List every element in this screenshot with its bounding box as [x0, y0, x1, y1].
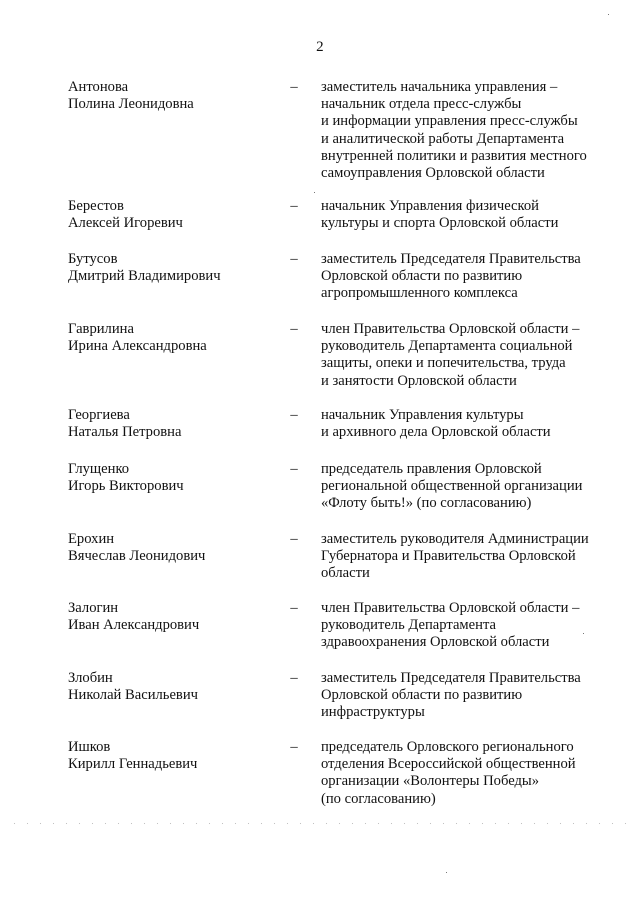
position-description	[321, 600, 621, 652]
dash-separator: –	[290, 739, 298, 755]
position-description	[321, 461, 621, 513]
dash-separator: –	[290, 531, 298, 547]
role-line: области	[321, 565, 370, 582]
person-name	[68, 600, 278, 634]
given-name: Игорь Викторович	[68, 478, 184, 495]
role-line: отделения Всероссийской общественной	[321, 756, 576, 773]
given-name: Дмитрий Владимирович	[68, 268, 221, 285]
role-line: инфраструктуры	[321, 704, 425, 721]
dash-separator: –	[290, 461, 298, 477]
role-line: начальник Управления физической	[321, 198, 539, 214]
person-name	[68, 321, 278, 355]
role-line: самоуправления Орловской области	[321, 165, 545, 182]
surname: Злобин	[68, 670, 113, 686]
person-name	[68, 531, 278, 565]
dash-separator: –	[290, 407, 298, 423]
surname: Ишков	[68, 739, 111, 755]
scan-speck	[608, 14, 609, 15]
role-line: агропромышленного комплекса	[321, 285, 518, 302]
role-line: защиты, опеки и попечительства, труда	[321, 355, 566, 372]
role-line: организации «Волонтеры Победы»	[321, 773, 540, 790]
surname: Антонова	[68, 79, 129, 95]
given-name: Николай Васильевич	[68, 687, 198, 704]
page-number: 2	[316, 39, 324, 55]
surname: Ерохин	[68, 531, 115, 547]
person-name	[68, 79, 278, 113]
given-name: Наталья Петровна	[68, 424, 182, 441]
role-line: заместитель Председателя Правительства	[321, 670, 581, 686]
role-line: председатель Орловского регионального	[321, 739, 574, 755]
position-description	[321, 531, 621, 583]
position-description	[321, 79, 621, 182]
scan-speck	[446, 872, 447, 873]
role-line: и занятости Орловской области	[321, 372, 517, 389]
role-line: и информации управления пресс-службы	[321, 113, 578, 130]
role-line: региональной общественной организации	[321, 478, 583, 495]
surname: Бутусов	[68, 251, 118, 267]
surname: Георгиева	[68, 407, 130, 423]
given-name: Кирилл Геннадьевич	[68, 756, 198, 773]
person-name	[68, 461, 278, 495]
surname: Берестов	[68, 198, 124, 214]
position-description	[321, 739, 621, 808]
position-description	[321, 251, 621, 303]
role-line: «Флоту быть!» (по согласованию)	[321, 495, 532, 512]
position-description	[321, 321, 621, 390]
position-description	[321, 198, 621, 232]
scan-noise-band	[8, 822, 628, 825]
person-name	[68, 670, 278, 704]
role-line: культуры и спорта Орловской области	[321, 215, 559, 232]
given-name: Алексей Игоревич	[68, 215, 183, 232]
dash-separator: –	[290, 251, 298, 267]
given-name: Ирина Александровна	[68, 338, 207, 355]
role-line: заместитель Председателя Правительства	[321, 251, 581, 267]
role-line: заместитель руководителя Администрации	[321, 531, 589, 547]
person-name	[68, 739, 278, 773]
role-line: и архивного дела Орловской области	[321, 424, 551, 441]
role-line: (по согласованию)	[321, 790, 436, 807]
role-line: начальник отдела пресс-службы	[321, 96, 522, 113]
surname: Залогин	[68, 600, 119, 616]
role-line: Орловской области по развитию	[321, 268, 523, 285]
dash-separator: –	[290, 321, 298, 337]
role-line: Орловской области по развитию	[321, 687, 523, 704]
role-line: член Правительства Орловской области –	[321, 600, 580, 616]
given-name: Полина Леонидовна	[68, 96, 194, 113]
role-line: председатель правления Орловской	[321, 461, 542, 477]
surname: Глущенко	[68, 461, 130, 477]
dash-separator: –	[290, 198, 298, 214]
role-line: здравоохранения Орловской области	[321, 634, 550, 651]
role-line: Губернатора и Правительства Орловской	[321, 548, 576, 565]
person-name	[68, 407, 278, 441]
dash-separator: –	[290, 600, 298, 616]
person-name	[68, 198, 278, 232]
role-line: и аналитической работы Департамента	[321, 130, 565, 147]
role-line: руководитель Департамента	[321, 617, 496, 634]
scan-speck	[314, 192, 315, 193]
position-description	[321, 407, 621, 441]
scan-speck	[583, 633, 584, 634]
person-name	[68, 251, 278, 285]
role-line: руководитель Департамента социальной	[321, 338, 573, 355]
role-line: внутренней политики и развития местного	[321, 147, 587, 164]
role-line: начальник Управления культуры	[321, 407, 524, 423]
given-name: Иван Александрович	[68, 617, 200, 634]
role-line: член Правительства Орловской области –	[321, 321, 580, 337]
given-name: Вячеслав Леонидович	[68, 548, 206, 565]
position-description	[321, 670, 621, 722]
dash-separator: –	[290, 79, 298, 95]
role-line: заместитель начальника управления –	[321, 79, 558, 95]
surname: Гаврилина	[68, 321, 134, 337]
dash-separator: –	[290, 670, 298, 686]
